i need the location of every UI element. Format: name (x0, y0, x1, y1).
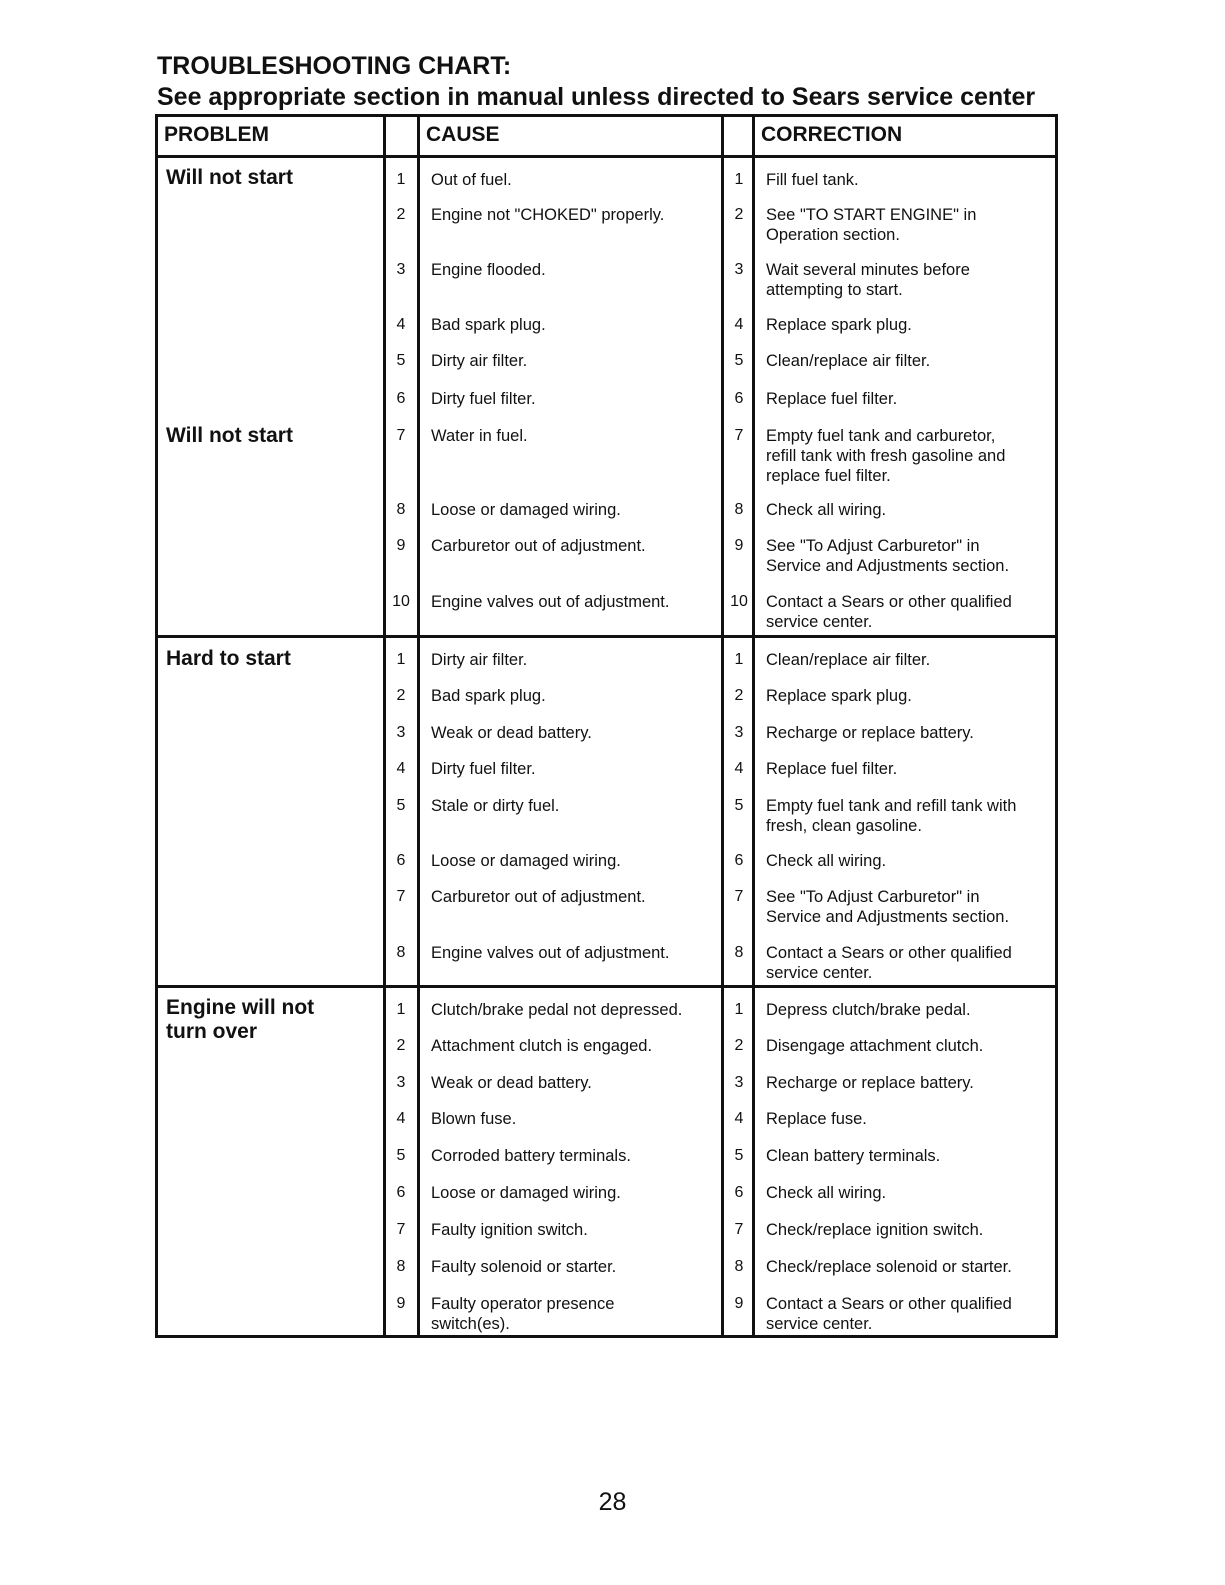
correction-text: Recharge or replace battery. (766, 1074, 974, 1092)
cause-number: 7 (396, 427, 406, 444)
problem-label: Hard to start (166, 647, 291, 670)
cause-number: 5 (396, 797, 406, 814)
cause-number: 6 (396, 852, 406, 869)
cause-number: 4 (396, 1110, 406, 1127)
correction-text: See "TO START ENGINE" in Operation section. (766, 206, 977, 244)
correction-number: 8 (734, 1258, 744, 1275)
correction-number: 4 (734, 316, 744, 333)
troubleshooting-table (155, 114, 1058, 1338)
header-correction: CORRECTION (761, 123, 903, 146)
cause-number: 1 (396, 171, 406, 188)
cause-text: Dirty fuel filter. (431, 760, 536, 778)
correction-text: Replace spark plug. (766, 316, 912, 334)
cause-number: 2 (396, 687, 406, 704)
cause-text: Dirty air filter. (431, 352, 528, 370)
correction-text: Check all wiring. (766, 1184, 887, 1202)
cause-text: Carburetor out of adjustment. (431, 537, 646, 555)
correction-text: Contact a Sears or other qualified service center. (766, 1295, 1012, 1333)
cause-number: 3 (396, 1074, 406, 1091)
page-number: 28 (598, 1488, 627, 1516)
correction-text: Recharge or replace battery. (766, 724, 974, 742)
page-title: TROUBLESHOOTING CHART: (157, 52, 512, 80)
correction-number: 2 (734, 1037, 744, 1054)
cause-text: Water in fuel. (431, 427, 528, 445)
cause-text: Weak or dead battery. (431, 724, 592, 742)
correction-text: Empty fuel tank and carburetor, refill tank with fresh gasoline and replace fuel filter. (766, 427, 1006, 485)
correction-number: 2 (734, 687, 744, 704)
correction-text: Empty fuel tank and refill tank with fresh, clean gasoline. (766, 797, 1017, 835)
correction-number: 9 (734, 1295, 744, 1312)
cause-text: Carburetor out of adjustment. (431, 888, 646, 906)
cause-number: 3 (396, 261, 406, 278)
correction-text: Check all wiring. (766, 852, 887, 870)
cause-number: 10 (392, 593, 410, 610)
correction-number: 1 (734, 651, 744, 668)
correction-number: 9 (734, 537, 744, 554)
problem-label: Engine will not turn over (166, 996, 315, 1043)
cause-number: 4 (396, 760, 406, 777)
correction-text: Clean battery terminals. (766, 1147, 941, 1165)
cause-number: 2 (396, 206, 406, 223)
cause-text: Loose or damaged wiring. (431, 1184, 621, 1202)
correction-text: See "To Adjust Carburetor" in Service and Adjustments section. (766, 888, 1010, 926)
correction-number: 7 (734, 427, 744, 444)
correction-text: Clean/replace air filter. (766, 651, 931, 669)
cause-text: Bad spark plug. (431, 316, 546, 334)
correction-text: Check all wiring. (766, 501, 887, 519)
correction-number: 6 (734, 390, 744, 407)
cause-text: Weak or dead battery. (431, 1074, 592, 1092)
correction-text: Clean/replace air filter. (766, 352, 931, 370)
problem-label: Will not start (166, 166, 293, 189)
correction-number: 8 (734, 944, 744, 961)
correction-text: Depress clutch/brake pedal. (766, 1001, 971, 1019)
cause-number: 7 (396, 888, 406, 905)
cause-number: 4 (396, 316, 406, 333)
correction-text: Replace fuse. (766, 1110, 867, 1128)
cause-text: Faulty ignition switch. (431, 1221, 588, 1239)
cause-number: 1 (396, 651, 406, 668)
cause-text: Blown fuse. (431, 1110, 517, 1128)
cause-text: Engine not "CHOKED" properly. (431, 206, 665, 224)
cause-text: Loose or damaged wiring. (431, 852, 621, 870)
cause-text: Corroded battery terminals. (431, 1147, 631, 1165)
correction-number: 7 (734, 888, 744, 905)
cause-text: Dirty air filter. (431, 651, 528, 669)
cause-number: 6 (396, 1184, 406, 1201)
cause-text: Faulty operator presence switch(es). (431, 1295, 615, 1333)
cause-text: Dirty fuel filter. (431, 390, 536, 408)
correction-number: 5 (734, 1147, 744, 1164)
cause-number: 5 (396, 352, 406, 369)
correction-text: Wait several minutes before attempting to start. (766, 261, 970, 299)
cause-number: 8 (396, 1258, 406, 1275)
cause-text: Engine flooded. (431, 261, 546, 279)
correction-text: Replace fuel filter. (766, 390, 898, 408)
cause-number: 8 (396, 501, 406, 518)
section-divider (158, 985, 1055, 988)
cause-number: 9 (396, 537, 406, 554)
correction-text: Contact a Sears or other qualified service center. (766, 593, 1012, 631)
cause-text: Loose or damaged wiring. (431, 501, 621, 519)
correction-number: 1 (734, 171, 744, 188)
cause-number: 2 (396, 1037, 406, 1054)
correction-number: 4 (734, 1110, 744, 1127)
correction-number: 3 (734, 261, 744, 278)
correction-number: 2 (734, 206, 744, 223)
correction-number: 8 (734, 501, 744, 518)
correction-text: Check/replace ignition switch. (766, 1221, 984, 1239)
correction-number: 4 (734, 760, 744, 777)
correction-number: 1 (734, 1001, 744, 1018)
cause-text: Engine valves out of adjustment. (431, 593, 670, 611)
page-subtitle: See appropriate section in manual unless directed to Sears service center (157, 83, 1036, 111)
correction-text: Fill fuel tank. (766, 171, 859, 189)
cause-number: 7 (396, 1221, 406, 1238)
header-problem: PROBLEM (164, 123, 269, 146)
correction-text: Replace spark plug. (766, 687, 912, 705)
cause-number: 1 (396, 1001, 406, 1018)
header-divider (158, 155, 1055, 158)
cause-text: Attachment clutch is engaged. (431, 1037, 653, 1055)
correction-number: 7 (734, 1221, 744, 1238)
header-cause: CAUSE (426, 123, 500, 146)
correction-number: 10 (730, 593, 748, 610)
cause-text: Engine valves out of adjustment. (431, 944, 670, 962)
correction-number: 5 (734, 797, 744, 814)
cause-text: Stale or dirty fuel. (431, 797, 560, 815)
cause-number: 6 (396, 390, 406, 407)
correction-text: Check/replace solenoid or starter. (766, 1258, 1012, 1276)
cause-text: Faulty solenoid or starter. (431, 1258, 617, 1276)
cause-text: Bad spark plug. (431, 687, 546, 705)
correction-number: 6 (734, 1184, 744, 1201)
correction-number: 3 (734, 724, 744, 741)
cause-number: 8 (396, 944, 406, 961)
cause-text: Out of fuel. (431, 171, 512, 189)
cause-text: Clutch/brake pedal not depressed. (431, 1001, 683, 1019)
correction-text: See "To Adjust Carburetor" in Service and Adjustments section. (766, 537, 1010, 575)
cause-number: 5 (396, 1147, 406, 1164)
correction-number: 3 (734, 1074, 744, 1091)
correction-text: Contact a Sears or other qualified service center. (766, 944, 1012, 982)
correction-number: 6 (734, 852, 744, 869)
column-divider (417, 117, 420, 1335)
correction-number: 5 (734, 352, 744, 369)
correction-text: Replace fuel filter. (766, 760, 898, 778)
cause-number: 3 (396, 724, 406, 741)
cause-number: 9 (396, 1295, 406, 1312)
problem-label: Will not start (166, 424, 293, 447)
section-divider (158, 635, 1055, 638)
correction-text: Disengage attachment clutch. (766, 1037, 984, 1055)
